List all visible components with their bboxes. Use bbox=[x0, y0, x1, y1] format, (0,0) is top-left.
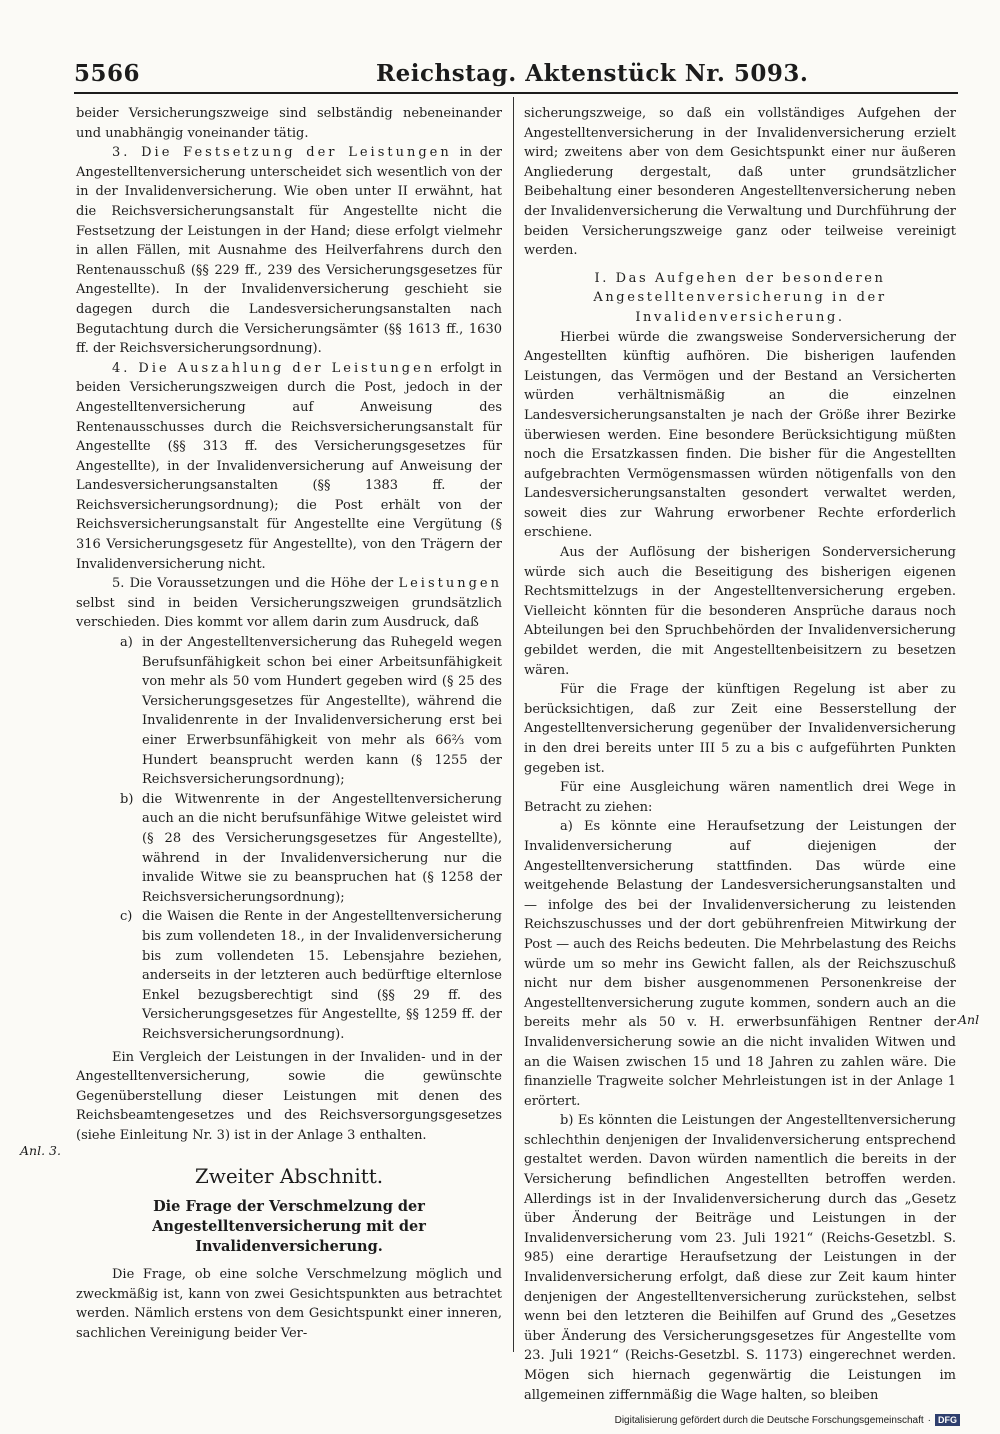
paragraph-text: erfolgt in beiden Versicherungszweigen durch die Post, jedoch in der Angestelltenversicherung auf Anweisung des Rentenausschusses durch die Reichsversicherungsanstalt für Angestellte (§§ 313 ff. des Versicherungsgesetzes für Angestellte), in der Invalidenversicherung auf Anweisung der Landesversicherungsanstalten (§§ 1383 ff. der Reichsversicherungsordnung); die Post erhält von der Reichsversicherungsanstalt für Angestellte eine Vergütung (§ 316 Versicherungsgesetz für Angestellte), von den Trägern der Invalidenversicherung nicht. bbox=[76, 360, 502, 572]
list-item-text: die Waisen die Rente in der Angestelltenversicherung bis zum vollendeten 18., in der Invalidenversicherung bis zum vollendeten 15. Lebensjahre beziehen, anderseits in der letzteren auch bedürftige elternlose Enkel bezugsberechtigt sind (§§ 29 ff. des Versicherungsgesetzes für Angestellte, §§ 1259 ff. der Reichsversicherungsordnung). bbox=[142, 909, 502, 1042]
dfg-logo: DFG bbox=[935, 1414, 960, 1426]
list-item bbox=[76, 633, 502, 790]
paragraph-text: selbst sind in beiden Versicherungszweigen grundsätzlich verschieden. Dies kommt vor allem darin zum Ausdruck, daß bbox=[76, 595, 502, 631]
paragraph: Ein Vergleich der Leistungen in der Invaliden- und in der Angestelltenversicherung, sowie die gewünschte Gegenüberstellung dieser Leistungen mit denen des Reichsbeamtengesetzes und des Reichsversorgungsgesetzes (siehe Einleitung Nr. 3) ist in der Anlage 3 enthalten. bbox=[76, 1049, 502, 1143]
paragraph: Aus der Auflösung der bisherigen Sonderversicherung würde sich auch die Beseitigung des bisherigen eigenen Rechtsmittelzugs in der Angestelltenversicherung ergeben. Vielleicht könnten für die besonderen Ansprüche daraus noch Abteilungen bei den Spruchbehörden der Invalidenversicherung gebildet werden, die mit Angestelltenbeisitzern zu besetzen wären. bbox=[524, 545, 956, 678]
digitization-credit: Digitalisierung gefördert durch die Deutsche Forschungsgemeinschaft bbox=[614, 1414, 924, 1426]
paragraph: Die Frage, ob eine solche Verschmelzung möglich und zweckmäßig ist, kann von zwei Gesichtspunkten aus betrachtet werden. Nämlich erstens von dem Gesichtspunkt einer inneren, sachlichen Vereinigung beider Ver- bbox=[76, 1267, 502, 1341]
list-item-label: b) bbox=[120, 791, 134, 807]
left-column bbox=[76, 104, 502, 1343]
column-divider bbox=[513, 97, 514, 1352]
paragraph: Für die Frage der künftigen Regelung ist aber zu berücksichtigen, daß zur Zeit eine Besserstellung der Angestelltenversicherung gegenüber der Invalidenversicherung in den drei bereits unter III 5 zu a bis c aufgeführten Punkten gegeben ist. bbox=[524, 682, 956, 776]
paragraph-text: in der Angestelltenversicherung unterscheidet sich wesentlich von der in der Invalidenversicherung. Wie oben unter II erwähnt, hat die Reichsversicherungsanstalt für Angestellte nicht die Festsetzung der Leistungen in der Hand; diese erfolgt vielmehr in allen Fällen, mit Ausnahme des Heilverfahrens durch den Rentenausschuß (§§ 229 ff., 239 des Versicherungsgesetzes für Angestellte). In der Invalidenversicherung geschieht sie dagegen durch die Landesversicherungsanstalten nach Begutachtung durch die Versicherungsämter (§§ 1613 ff., 1630 ff. der Reichsversicherungsordnung). bbox=[76, 145, 502, 357]
list-item-label: c) bbox=[120, 909, 133, 925]
list-item-text: die Witwenrente in der Angestelltenversicherung auch an die nicht berufsunfähige Witwe geleistet wird (§ 28 des Versicherungsgesetzes für Angestellte), während in der Invalidenversicherung nur die invalide Witwe sie zu beanspruchen hat (§ 1258 der Reichsversicherungsordnung); bbox=[142, 791, 502, 905]
section-subtitle: Die Frage der Verschmelzung der Angestelltenversicherung mit der Invalidenversicherung. bbox=[152, 1198, 426, 1256]
page-header-title: Reichstag. Aktenstück Nr. 5093. bbox=[376, 60, 809, 87]
paragraph bbox=[76, 359, 502, 575]
paragraph-lead: Leistungen bbox=[398, 576, 502, 592]
right-column bbox=[524, 104, 956, 1405]
paragraph: sicherungszweige, so daß ein vollständiges Aufgehen der Angestelltenversicherung in der Invalidenversicherung erzielt wird; zweitens aber von dem Gesichtspunkt einer nur äußeren Angliederung dergestalt, daß unter grundsätzlicher Beibehaltung einer besonderen Angestelltenversicherung neben der Invalidenversicherung die Verwaltung und Durchführung der beiden Versicherungszweige ganz oder teilweise vereinigt werden. bbox=[524, 106, 956, 259]
paragraph bbox=[76, 574, 502, 633]
subsection-heading: I. Das Aufgehen der besonderen Angestelltenversicherung in der Invalidenversicherung. bbox=[593, 270, 887, 325]
paragraph-text: 5. Die Voraussetzungen und die Höhe der bbox=[112, 576, 394, 592]
footer: Digitalisierung gefördert durch die Deutsche Forschungsgemeinschaft · DFG bbox=[615, 1414, 960, 1426]
paragraph-lead: 3. Die Festsetzung der Leistungen bbox=[112, 145, 452, 161]
margin-note: Anl. 3. bbox=[20, 1143, 61, 1158]
page-number: 5566 bbox=[74, 60, 141, 87]
paragraph: b) Es könnten die Leistungen der Angestelltenversicherung schlechthin denjenigen der Invalidenversicherung entsprechend gestaltet werden. Davon würden namentlich die bereits in der Versicherung befindlichen Angestellten betroffen werden. Allerdings ist in der Invalidenversicherung durch das „Gesetz über Änderung der Beiträge und Leistungen in der Invalidenversicherung vom 23. Juli 1921“ (Reichs-Gesetzbl. S. 985) eine derartige Heraufsetzung der Leistungen in der Invalidenversicherung erfolgt, daß diese zur Zeit kaum hinter denjenigen der Angestelltenversicherung zurückstehen, selbst wenn bei den letzteren die Beihilfen auf Grund des „Gesetzes über Änderung des Versicherungsgesetzes für Angestellte vom 23. Juli 1921“ (Reichs-Gesetzbl. S. 1173) eingerechnet werden. Mögen sich hiernach gegenwärtig die Leistungen im allgemeinen ziffernmäßig die Wage halten, so bleiben bbox=[524, 1113, 956, 1403]
paragraph: beider Versicherungszweige sind selbständig nebeneinander und unabhängig voneinander tätig. bbox=[76, 106, 502, 141]
margin-note: Anl bbox=[958, 1012, 980, 1027]
list-item bbox=[76, 907, 502, 1044]
paragraph bbox=[76, 143, 502, 359]
section-title: Zweiter Abschnitt. bbox=[194, 1164, 384, 1189]
paragraph: a) Es könnte eine Heraufsetzung der Leistungen der Invalidenversicherung auf diejenigen der Angestelltenversicherung stattfinden. Das würde eine weitgehende Belastung der Landesversicherungsanstalten und — infolge des bei der Invalidenversicherung zu leistenden Reichszuschusses und der dort gebührenfreien Mitwirkung der Post — auch des Reichs bedeuten. Die Mehrbelastung des Reichs würde um so mehr ins Gewicht fallen, als der Reichszuschuß nicht nur dem bisher ausgenommenen Personenkreise der Angestelltenversicherung zugute kommen, sondern auch an die bereits mehr als 50 v. H. erwerbsunfähigen Rentner der Invalidenversicherung sowie an die nicht invaliden Witwen und an die Waisen zwischen 15 und 18 Jahren zu zahlen wäre. Die finanzielle Tragweite solcher Mehrleistungen ist in der Anlage 1 erörtert. bbox=[524, 819, 956, 1109]
paragraph-lead: 4. Die Auszahlung der Leistungen bbox=[112, 360, 436, 376]
header-rule bbox=[74, 92, 958, 94]
paragraph: Hierbei würde die zwangsweise Sonderversicherung der Angestellten künftig aufhören. Die bisherigen laufenden Leistungen, das Vermögen und der Bestand an Versicherten würden verhältnismäßig an die einzelnen Landesversicherungsanstalten je nach der Größe ihrer Bezirke überwiesen werden. Eine besondere Berücksichtigung müßten noch die Ersatzkassen finden. Die bisher für die Angestellten aufgebrachten Vermögensmassen würden nötigenfalls von den Landesversicherungsanstalten gesondert verwaltet werden, soweit dies zur Wahrung erworbener Rechte erforderlich erschiene. bbox=[524, 329, 956, 541]
list-item bbox=[76, 790, 502, 908]
list-item-text: in der Angestelltenversicherung das Ruhegeld wegen Berufsunfähigkeit schon bei einer Arbeitsunfähigkeit von mehr als 50 vom Hundert gegeben wird (§ 25 des Versicherungsgesetzes für Angestellte), während die Invalidenrente in der Invalidenversicherung erst bei einer Erwerbsunfähigkeit von mehr als 66⅔ vom Hundert beansprucht werden kann (§ 1255 der Reichsversicherungsordnung); bbox=[142, 635, 502, 788]
list-item-label: a) bbox=[120, 635, 133, 651]
paragraph: Für eine Ausgleichung wären namentlich drei Wege in Betracht zu ziehen: bbox=[524, 780, 956, 815]
